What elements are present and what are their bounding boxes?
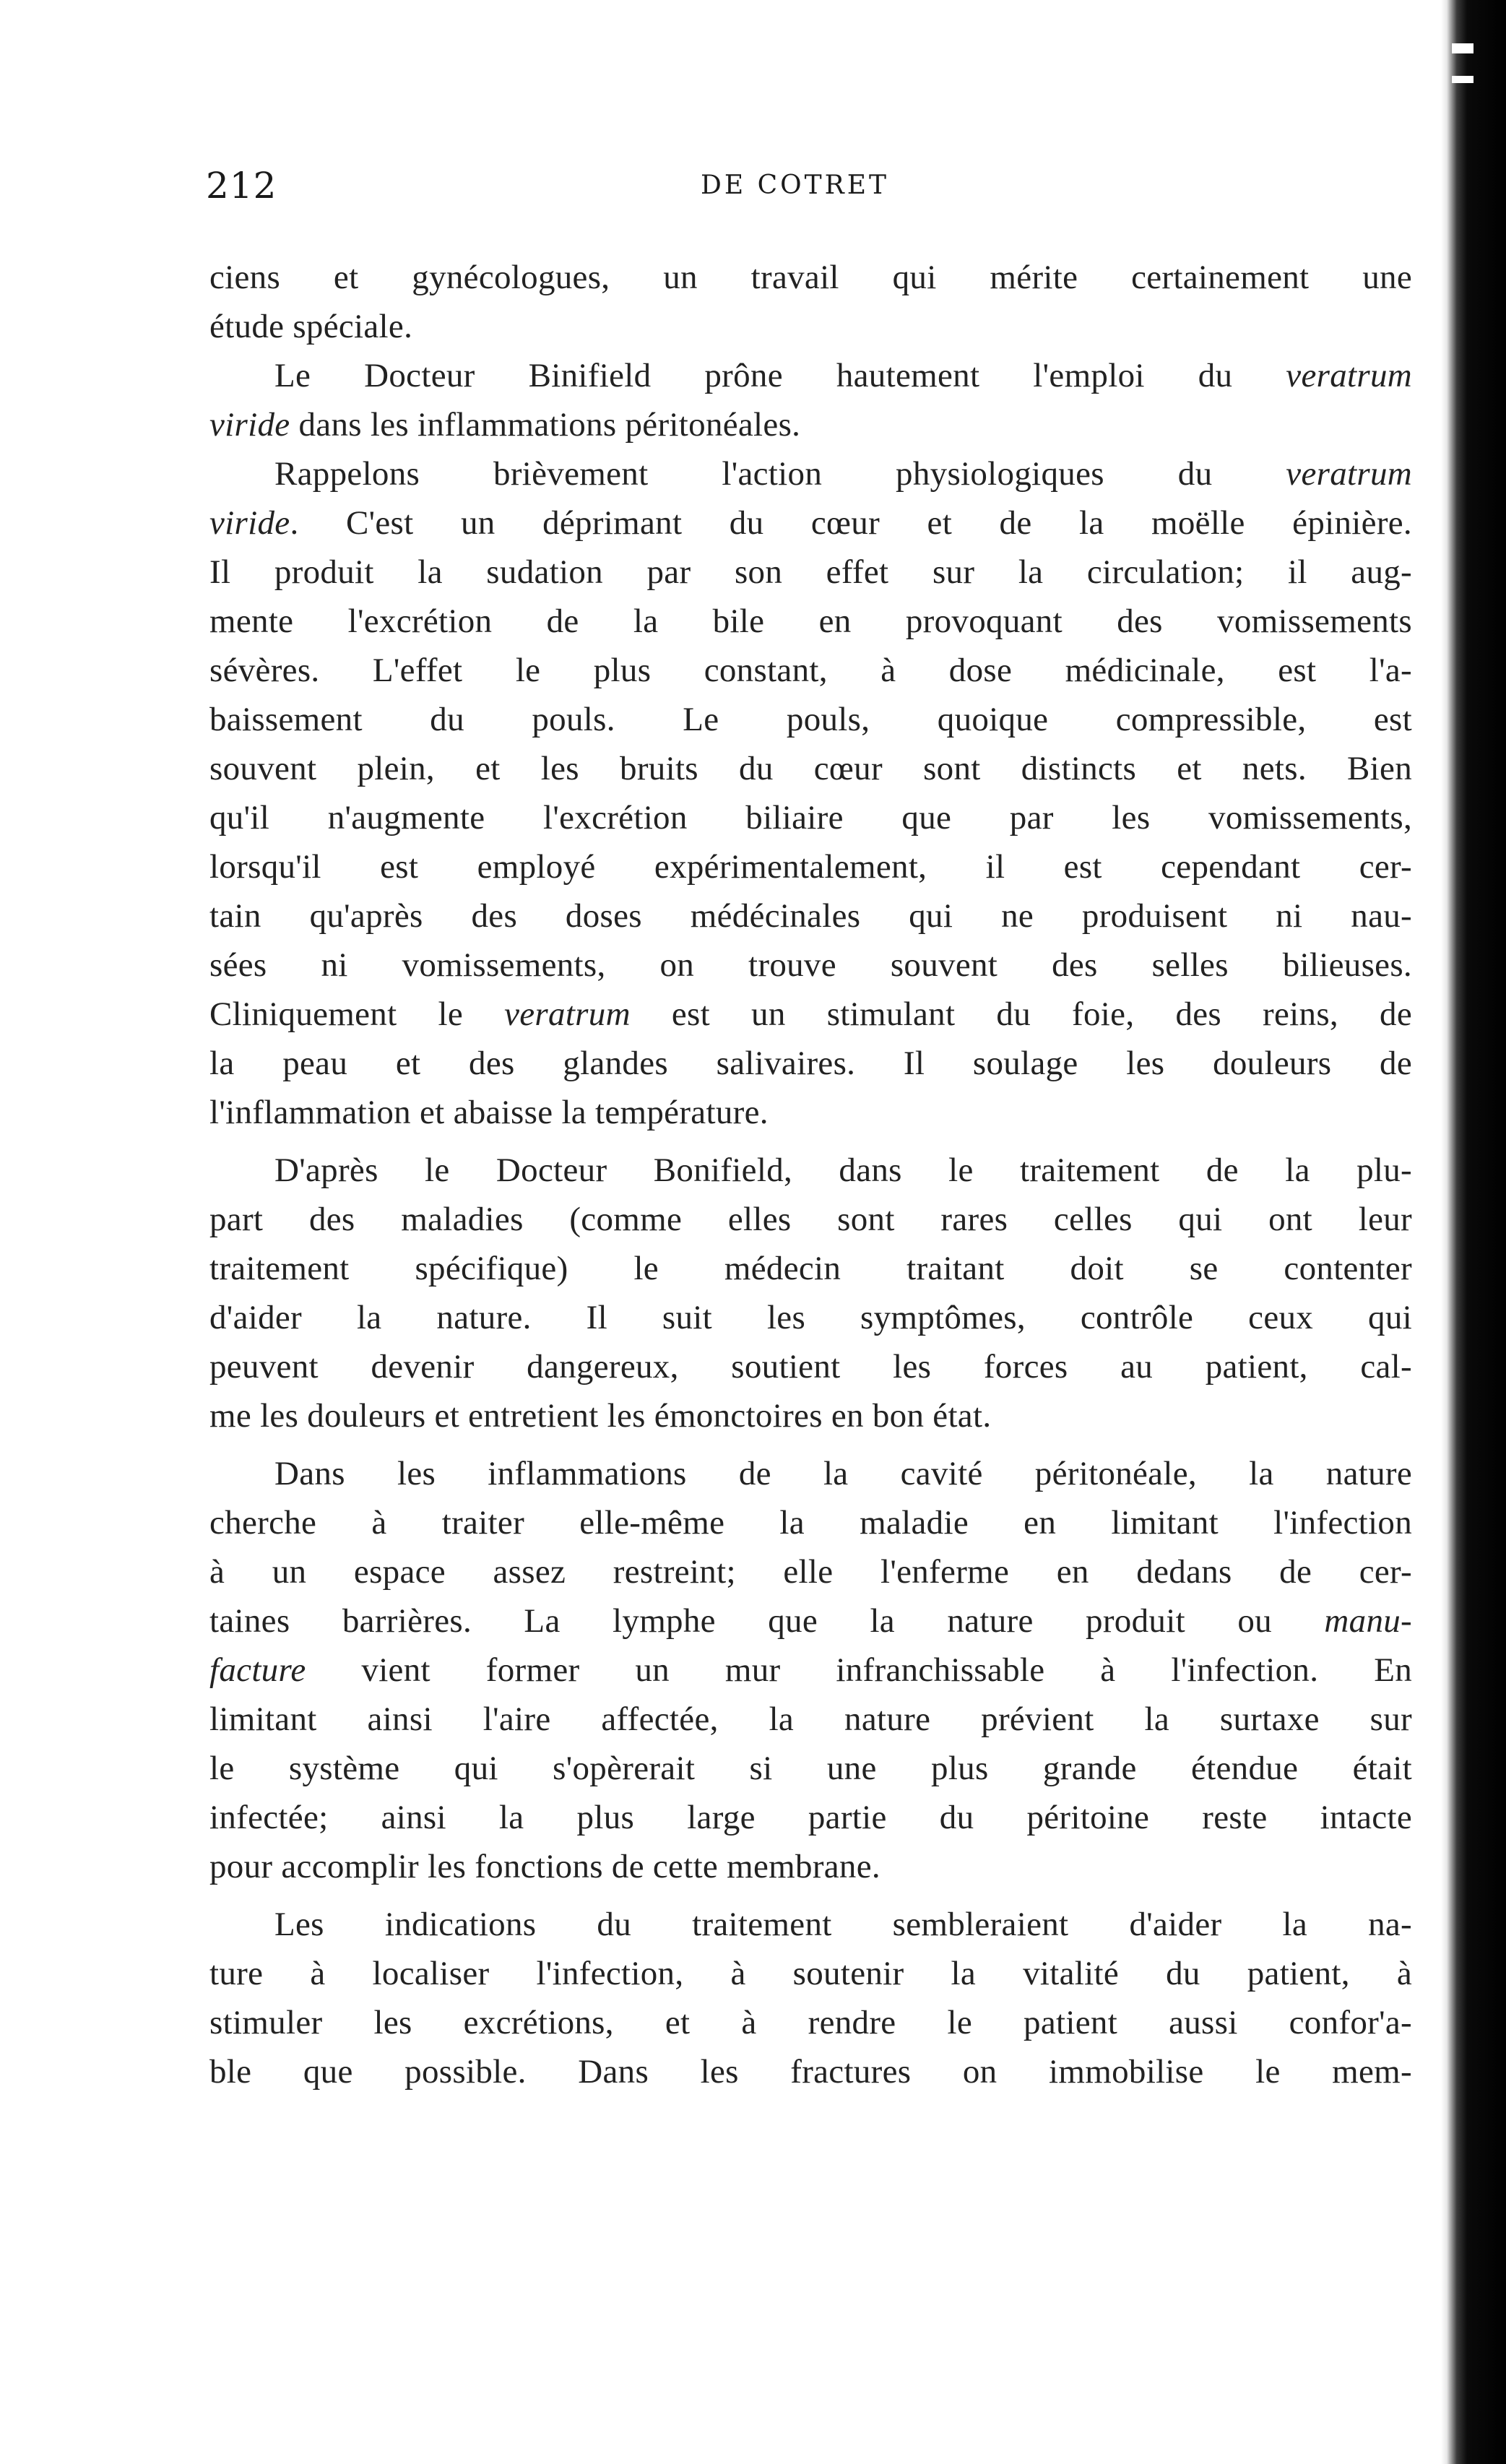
text-line: à un espace assez restreint; elle l'enferme en dedans de cer- xyxy=(209,1553,1412,1591)
text-line: facture vient former un mur infranchissable à l'infection. En xyxy=(209,1651,1412,1689)
text-line: la peau et des glandes salivaires. Il soulage les douleurs de xyxy=(209,1045,1412,1082)
italic-term: viride xyxy=(209,406,290,444)
page-header xyxy=(206,165,1419,215)
italic-term: veratrum xyxy=(1286,455,1412,493)
text-line: viride. C'est un déprimant du cœur et de la moëlle épinière. xyxy=(209,504,1412,542)
text-line: viride dans les inflammations péritonéales. xyxy=(209,406,801,444)
text-line: sées ni vomissements, on trouve souvent des selles bilieuses. xyxy=(209,946,1412,984)
text-line: Il produit la sudation par son effet sur la circulation; il aug- xyxy=(209,553,1412,591)
text-line: baissement du pouls. Le pouls, quoique compressible, est xyxy=(209,701,1412,738)
paragraph xyxy=(209,351,1412,449)
binding-mark xyxy=(1452,43,1473,53)
italic-term: veratrum xyxy=(1286,357,1412,394)
text-line: l'inflammation et abaisse la température. xyxy=(209,1094,769,1131)
paragraph xyxy=(209,449,1412,1137)
italic-term: veratrum xyxy=(504,995,631,1033)
body-text xyxy=(209,253,1412,2096)
binding-mark xyxy=(1452,76,1473,83)
paragraph-gap xyxy=(209,1891,1412,1900)
text-line: le système qui s'opèrerait si une plus grande étendue était xyxy=(209,1750,1412,1787)
text-line: Le Docteur Binifield prône hautement l'emploi du veratrum xyxy=(274,357,1412,394)
paragraph xyxy=(209,1900,1412,2096)
text-line: traitement spécifique) le médecin traitant doit se contenter xyxy=(209,1250,1412,1287)
text-line: part des maladies (comme elles sont rares celles qui ont leur xyxy=(209,1201,1412,1238)
italic-term: facture xyxy=(209,1651,306,1689)
italic-term: viride xyxy=(209,504,290,542)
paragraph xyxy=(209,1449,1412,1891)
text-line: d'aider la nature. Il suit les symptômes, contrôle ceux qui xyxy=(209,1299,1412,1336)
text-line: taines barrières. La lymphe que la nature produit ou manu- xyxy=(209,1602,1412,1640)
text-line: Les indications du traitement sembleraient d'aider la na- xyxy=(274,1906,1412,1943)
text-line: infectée; ainsi la plus large partie du péritoine reste intacte xyxy=(209,1799,1412,1836)
text-line: cherche à traiter elle-même la maladie en limitant l'infection xyxy=(209,1504,1412,1542)
text-line: me les douleurs et entretient les émonctoires en bon état. xyxy=(209,1397,992,1435)
italic-term: manu- xyxy=(1324,1602,1412,1640)
binding-edge xyxy=(1441,0,1506,2464)
text-line: pour accomplir les fonctions de cette membrane. xyxy=(209,1848,880,1885)
text-line: souvent plein, et les bruits du cœur sont distincts et nets. Bien xyxy=(209,750,1412,787)
text-line: sévères. L'effet le plus constant, à dose médicinale, est l'a- xyxy=(209,652,1412,689)
text-line: ciens et gynécologues, un travail qui mérite certainement une xyxy=(209,259,1412,296)
running-head: DE COTRET xyxy=(701,170,890,200)
text-line: D'après le Docteur Bonifield, dans le traitement de la plu- xyxy=(274,1151,1412,1189)
text-line: ble que possible. Dans les fractures on immobilise le mem- xyxy=(209,2053,1412,2091)
text-line: stimuler les excrétions, et à rendre le patient aussi confor'a- xyxy=(209,2004,1412,2041)
paragraph-gap xyxy=(209,1137,1412,1146)
text-line: limitant ainsi l'aire affectée, la nature prévient la surtaxe sur xyxy=(209,1700,1412,1738)
paragraph-gap xyxy=(209,1440,1412,1449)
text-line: mente l'excrétion de la bile en provoquant des vomissements xyxy=(209,602,1412,640)
text-line: peuvent devenir dangereux, soutient les forces au patient, cal- xyxy=(209,1348,1412,1386)
text-line: tain qu'après des doses médécinales qui ne produisent ni nau- xyxy=(209,897,1412,935)
text-line: lorsqu'il est employé expérimentalement, il est cependant cer- xyxy=(209,848,1412,886)
paragraph xyxy=(209,1146,1412,1440)
text-line: ture à localiser l'infection, à soutenir la vitalité du patient, à xyxy=(209,1955,1412,1992)
page-number: 212 xyxy=(206,165,277,207)
paragraph xyxy=(209,253,1412,351)
text-line: étude spéciale. xyxy=(209,308,413,345)
text-line: qu'il n'augmente l'excrétion biliaire que par les vomissements, xyxy=(209,799,1412,837)
text-line: Dans les inflammations de la cavité péritonéale, la nature xyxy=(274,1455,1412,1492)
text-line: Cliniquement le veratrum est un stimulant du foie, des reins, de xyxy=(209,995,1412,1033)
text-line: Rappelons brièvement l'action physiologiques du veratrum xyxy=(274,455,1412,493)
